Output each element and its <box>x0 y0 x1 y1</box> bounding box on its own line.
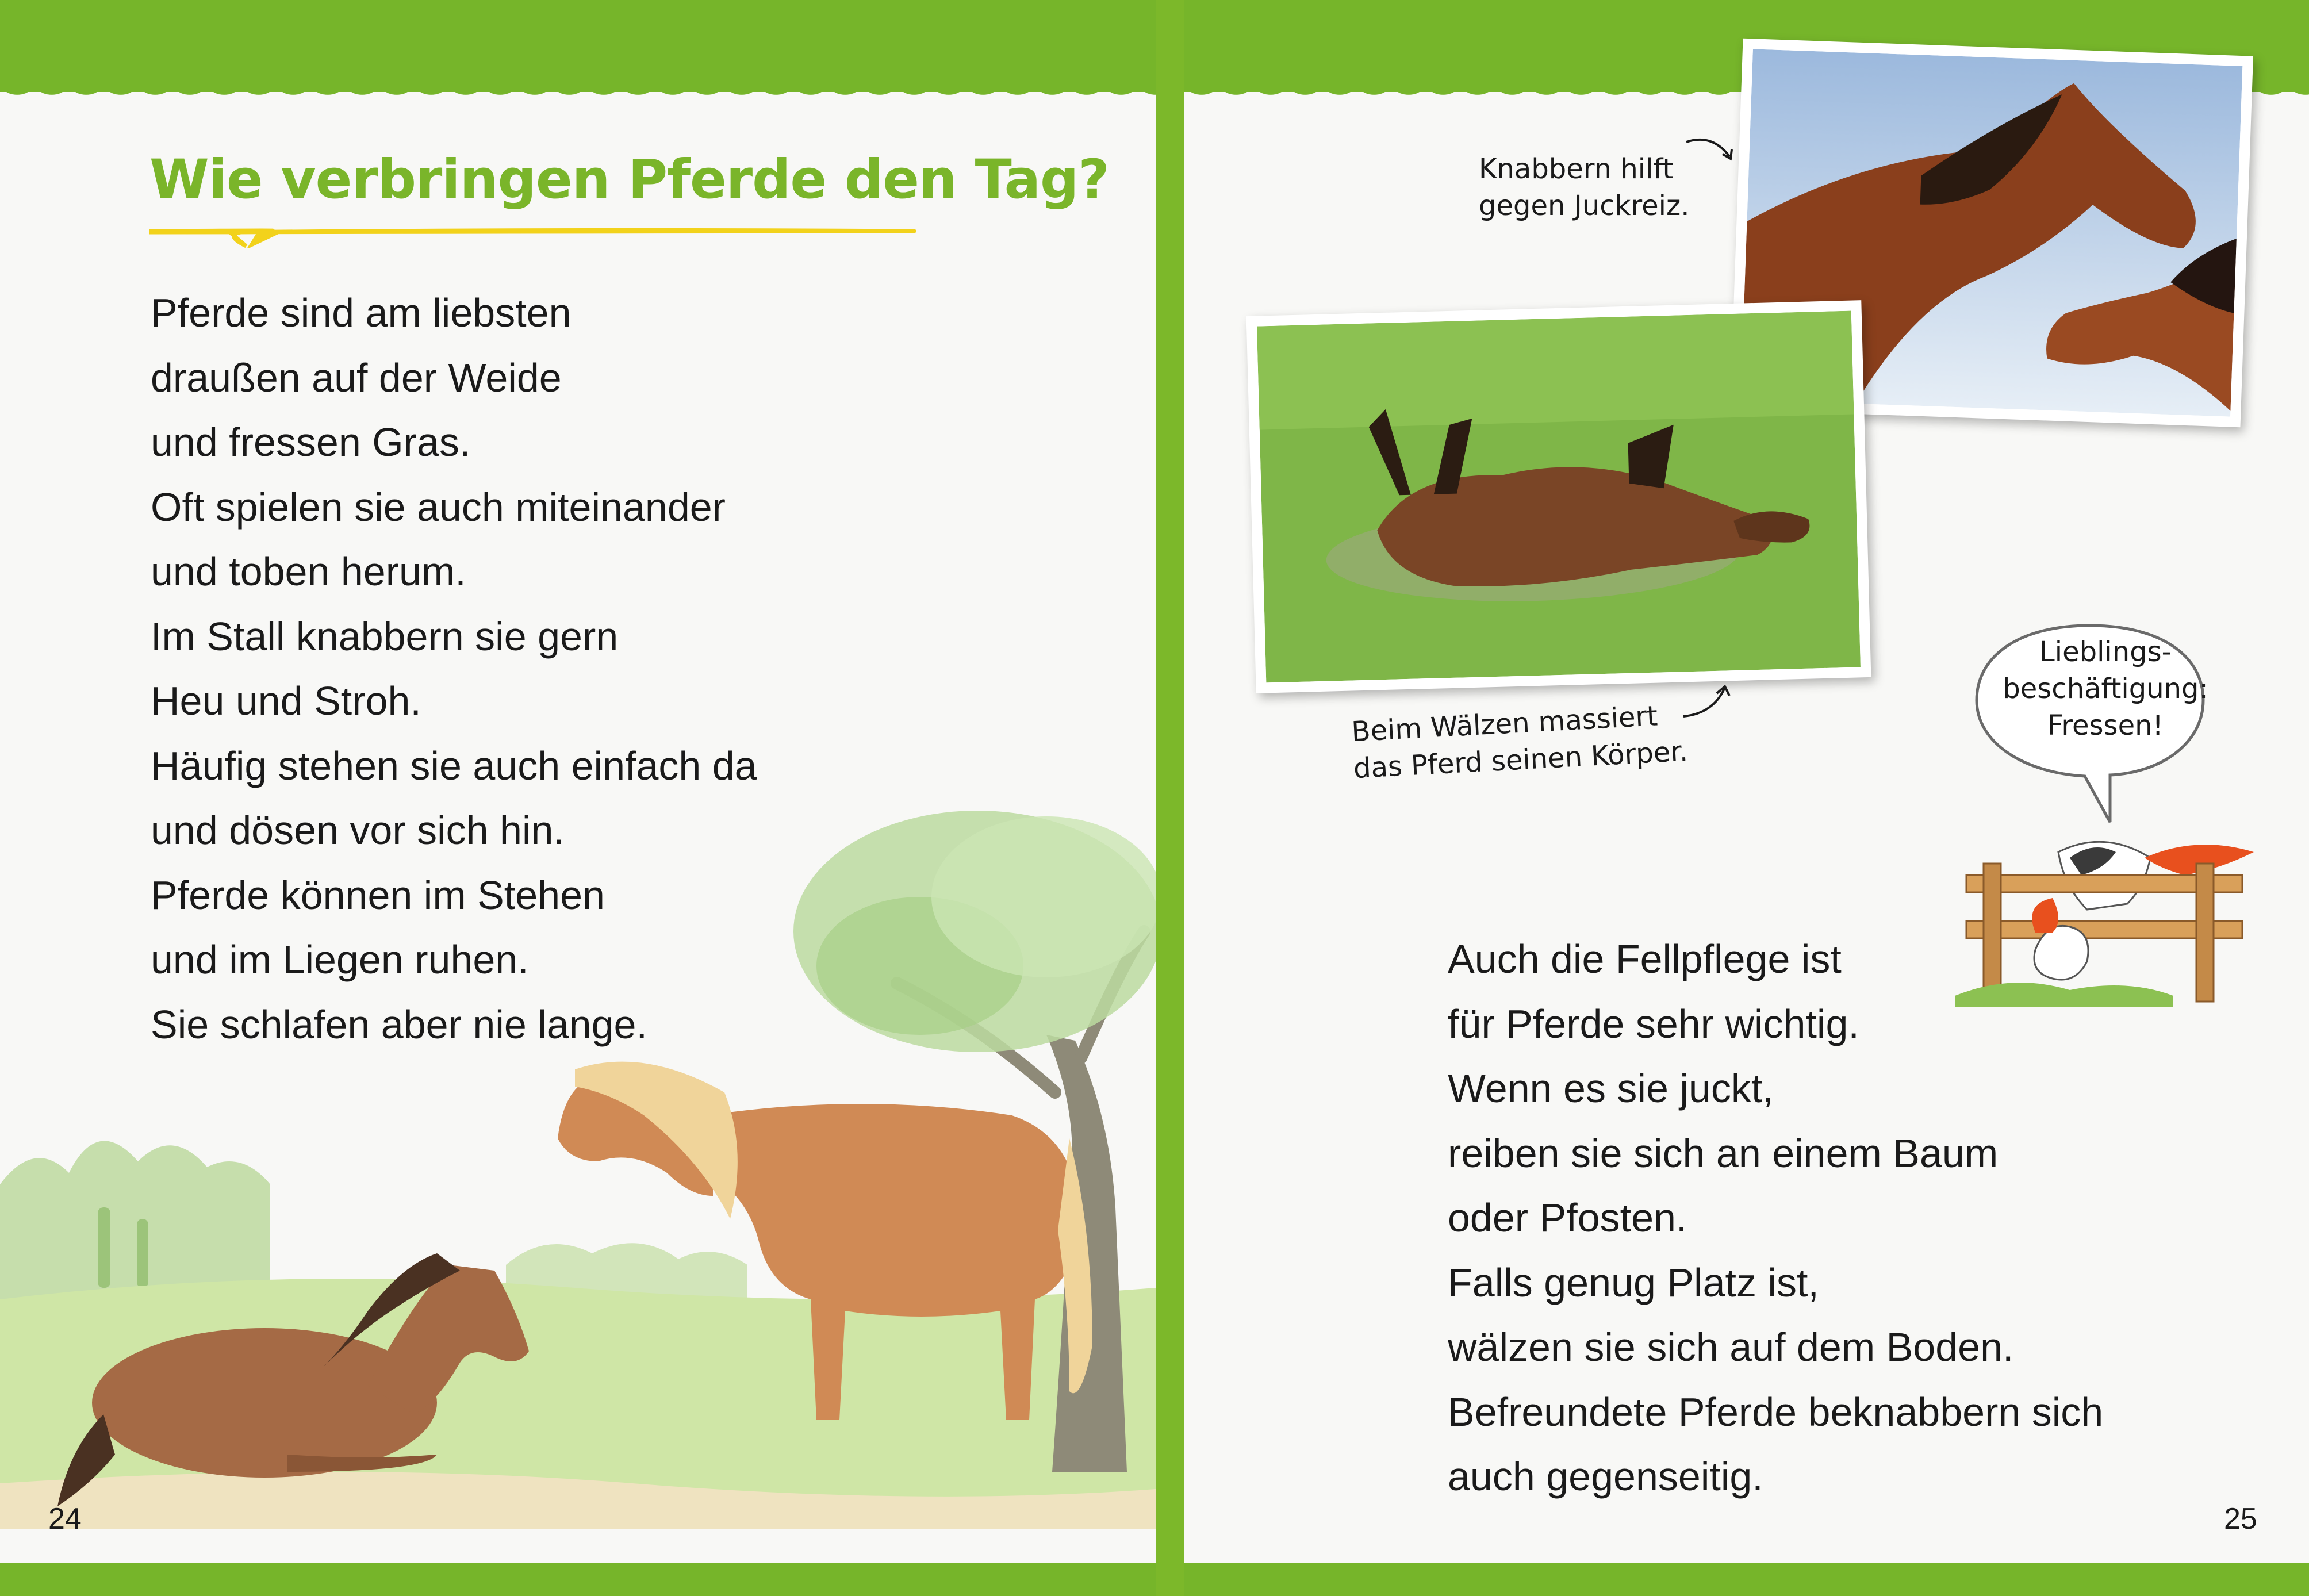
text-line: Wenn es sie juckt, <box>1448 1066 1774 1111</box>
text-line: und toben herum. <box>151 549 466 594</box>
arrow-icon <box>1679 682 1736 722</box>
arrow-icon <box>1683 133 1741 168</box>
heading-underline <box>149 225 920 248</box>
text-line: und dösen vor sich hin. <box>151 808 565 853</box>
text-line: oder Pfosten. <box>1448 1195 1687 1240</box>
text-line: Pferde können im Stehen <box>151 872 605 918</box>
bottom-band <box>0 1563 1156 1596</box>
text-line: wälzen sie sich auf dem Boden. <box>1448 1325 2014 1369</box>
photo-horse-rolling <box>1246 300 1871 693</box>
text-line: Häufig stehen sie auch einfach da <box>151 743 757 788</box>
text-line: Sie schlafen aber nie lange. <box>151 1002 647 1047</box>
text-line: Falls genug Platz ist, <box>1448 1260 1819 1305</box>
text-line: und im Liegen ruhen. <box>151 937 529 982</box>
text-line: reiben sie sich an einem Baum <box>1448 1130 1999 1176</box>
text-line: Im Stall knabbern sie gern <box>151 613 619 659</box>
speech-bubble-text: Lieblings- beschäftigung: Fressen! <box>2003 636 2208 742</box>
page-heading: Wie verbringen Pferde den Tag? <box>149 148 1109 211</box>
text-line: Heu und Stroh. <box>151 678 421 723</box>
right-body-text <box>1448 927 2103 1509</box>
caption-waelzen: Beim Wälzen massiert das Pferd seinen Körper. <box>1351 700 1689 785</box>
text-line: Pferde sind am liebsten <box>151 290 572 335</box>
text-line: draußen auf der Weide <box>151 355 562 400</box>
text-line: und fressen Gras. <box>151 420 471 465</box>
text-line: Auch die Fellpflege ist <box>1448 937 1842 981</box>
horses-meadow-illustration <box>0 793 1156 1564</box>
text-line: Oft spielen sie auch miteinander <box>151 484 726 530</box>
page-number-left: 24 <box>48 1502 82 1536</box>
page-number-right: 25 <box>2224 1502 2257 1536</box>
top-band <box>0 0 1156 92</box>
bottom-band <box>1184 1563 2309 1596</box>
caption-knabbern: Knabbern hilft gegen Juckreiz. <box>1479 153 1690 222</box>
text-line: auch gegenseitig. <box>1448 1454 1763 1499</box>
text-line: Befreundete Pferde beknabbern sich <box>1448 1389 2104 1434</box>
text-line: für Pferde sehr wichtig. <box>1448 1001 1859 1046</box>
